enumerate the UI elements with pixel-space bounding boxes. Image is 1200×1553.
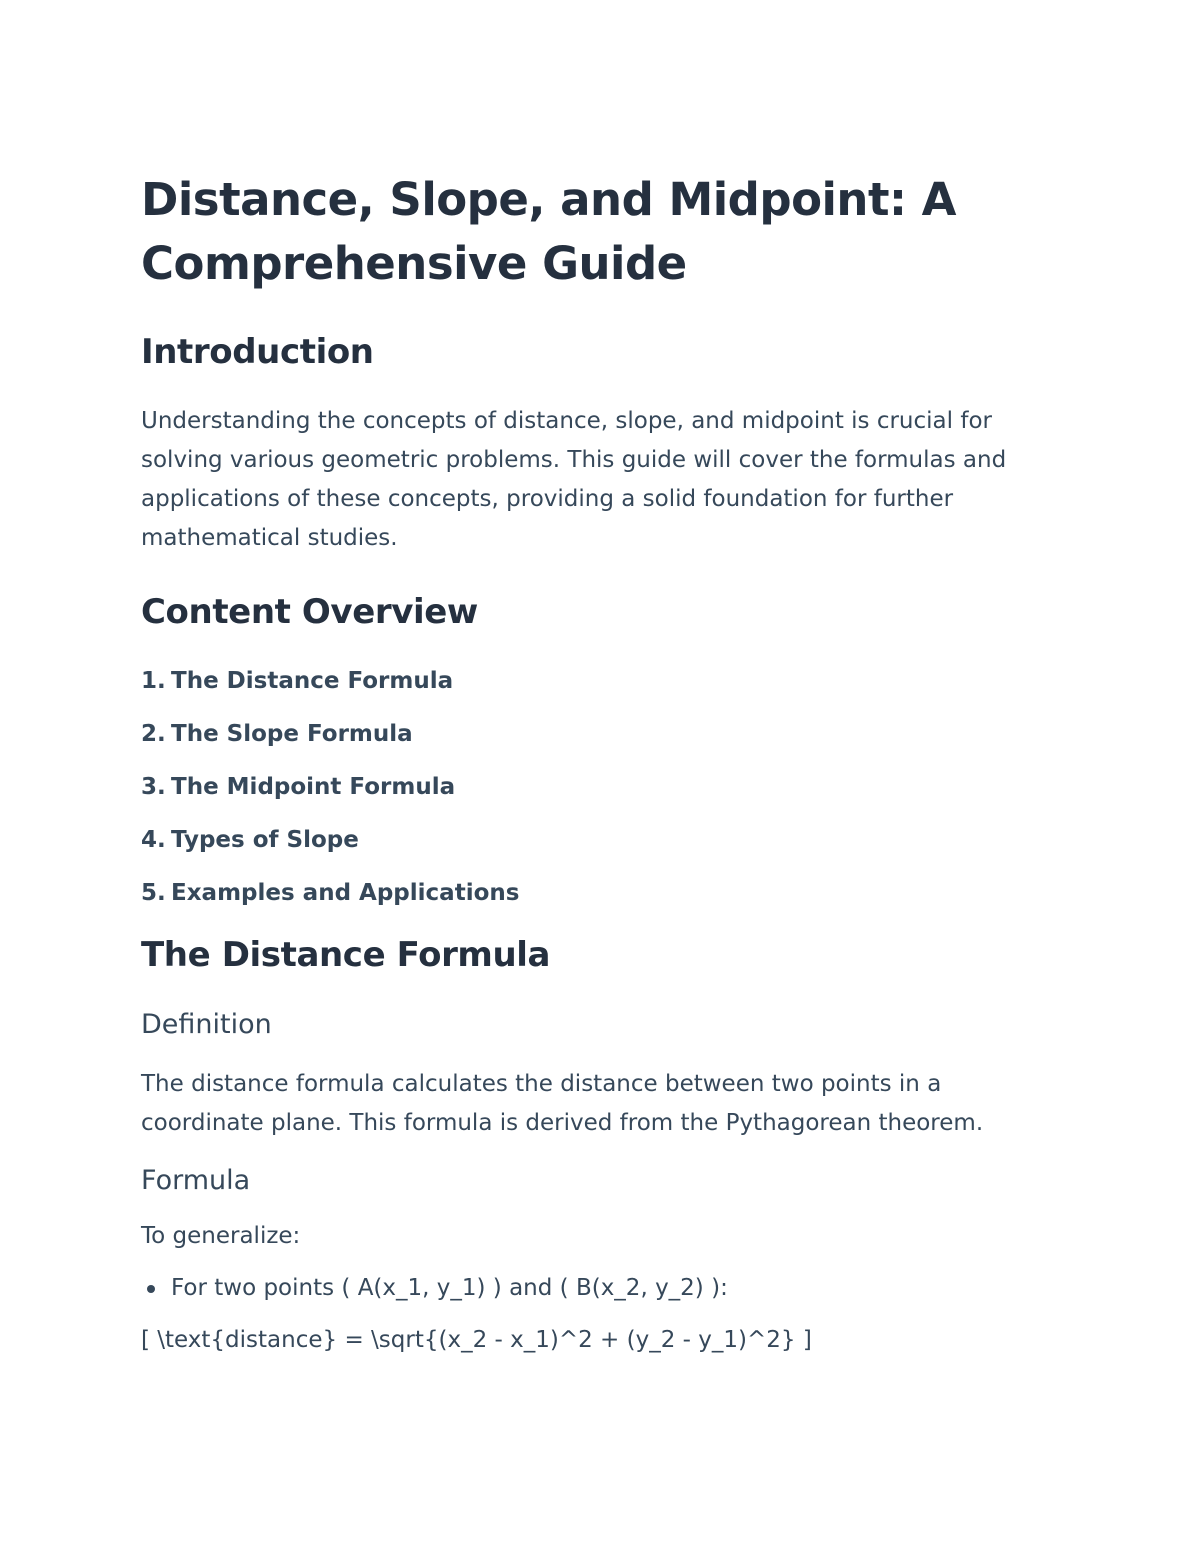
distance-formula-heading: The Distance Formula xyxy=(141,935,551,975)
overview-item-label: Types of Slope xyxy=(171,827,359,853)
overview-item xyxy=(141,772,1060,802)
overview-item xyxy=(141,878,1060,908)
content-overview-heading: Content Overview xyxy=(141,592,478,632)
overview-item xyxy=(141,719,1060,749)
distance-formula-expression: [ \text{distance} = \sqrt{(x_2 - x_1)^2 + (y_2 - y_1)^2} ] xyxy=(141,1327,812,1353)
overview-item-number: 4. xyxy=(141,827,166,853)
overview-item-label: The Midpoint Formula xyxy=(171,774,456,800)
overview-item-number: 1. xyxy=(141,668,166,694)
overview-item-number: 3. xyxy=(141,774,166,800)
formula-subheading: Formula xyxy=(141,1165,251,1196)
overview-item-number: 2. xyxy=(141,721,166,747)
bullet-item-text: For two points ( A(x_1, y_1) ) and ( B(x_2, y_2) ): xyxy=(171,1275,728,1301)
bullet-item xyxy=(141,1269,1060,1308)
overview-item-label: The Distance Formula xyxy=(171,668,454,694)
overview-item xyxy=(141,666,1060,696)
definition-paragraph: The distance formula calculates the distance between two points in a coordinate plane. This formula is derived from the Pythagorean theorem. xyxy=(141,1071,984,1136)
document-title: Distance, Slope, and Midpoint: A Comprehensive Guide xyxy=(141,173,956,290)
content-overview-list xyxy=(141,666,1060,908)
introduction-paragraph: Understanding the concepts of distance, slope, and midpoint is crucial for solving various geometric problems. This guide will cover the formulas and applications of these concepts, providing a solid foundation for further mathematical studies. xyxy=(141,408,1007,551)
points-bullet-list xyxy=(141,1269,1060,1308)
overview-item-label: Examples and Applications xyxy=(171,880,520,906)
definition-subheading: Definition xyxy=(141,1009,272,1040)
bullet-dot-icon xyxy=(147,1285,155,1293)
overview-item-label: The Slope Formula xyxy=(171,721,413,747)
overview-item-number: 5. xyxy=(141,880,166,906)
introduction-heading: Introduction xyxy=(141,332,374,372)
overview-item xyxy=(141,825,1060,855)
generalize-paragraph: To generalize: xyxy=(141,1223,301,1249)
